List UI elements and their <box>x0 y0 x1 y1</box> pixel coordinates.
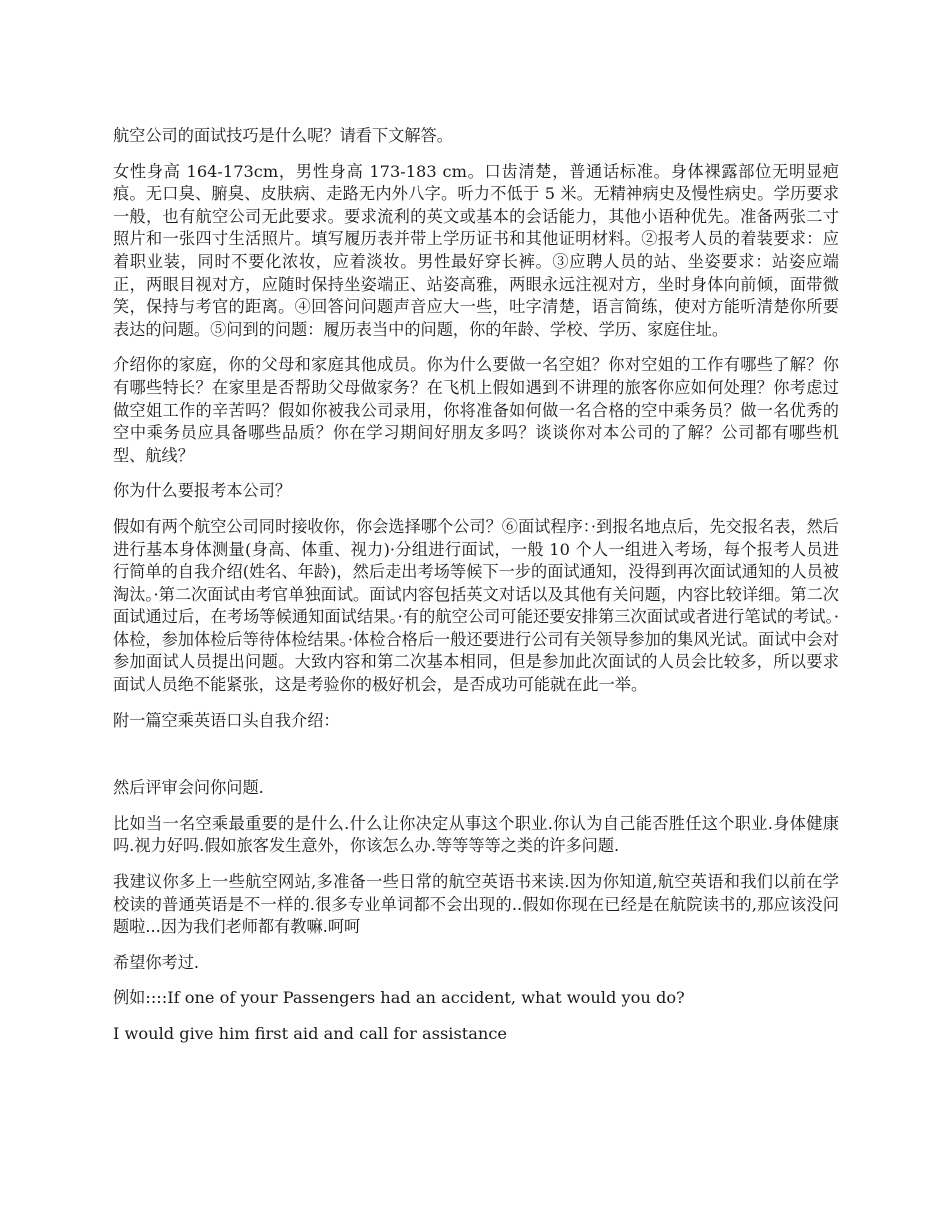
sample-questions-paragraph: 比如当一名空乘最重要的是什么.什么让你决定从事这个职业.你认为自己能否胜任这个职业.身体健康吗.视力好吗.假如旅客发生意外，你该怎么办.等等等等之类的许多问题. <box>113 813 839 856</box>
good-luck-paragraph: 希望你考过. <box>113 952 200 972</box>
interview-procedure-paragraph: 假如有两个航空公司同时接收你，你会选择哪个公司？⑥面试程序：·到报名地点后，先交报名表，然后进行基本身体测量(身高、体重、视力)·分组进行面试，一般 10 个人一组进入考场，每个报考人员进行简单的自我介绍(姓名、年龄)，然后走出考场等候下一步的面试通知，没得到再次面试通知的人员被淘汰。·第二次面试由考官单独面试。面试内容包括英文对话以及其他有关问题，内容比较详细。第二次面试通过后，在考场等候通知面试结果。·有的航空公司可能还要安排第三次面试或者进行笔试的考试。·体检，参加体检后等待体检结果。·体检合格后一般还要进行公司有关领导参加的集风光试。面试中会对参加面试人员提出问题。大致内容和第二次基本相同，但是参加此次面试的人员会比较多，所以要求面试人员绝不能紧张，这是考验你的极好机会，是否成功可能就在此一举。 <box>113 516 839 695</box>
document-body <box>113 125 839 1059</box>
example-answer-paragraph: I would give him first aid and call for assistance <box>113 1024 507 1043</box>
why-apply-paragraph: 你为什么要报考本公司？ <box>113 481 292 501</box>
judges-ask-paragraph: 然后评审会问你问题. <box>113 778 264 798</box>
blank-gap <box>113 745 839 777</box>
advice-paragraph: 我建议你多上一些航空网站,多准备一些日常的航空英语书来读.因为你知道,航空英语和我们以前在学校读的普通英语是不一样的.很多专业单词都不会出现的..假如你现在已经是在航院读书的,那应该没问题啦...因为我们老师都有教嘛.呵呵 <box>113 872 839 937</box>
example-question-paragraph: 例如::::If one of your Passengers had an accident, what would you do? <box>113 988 685 1008</box>
appendix-heading-paragraph: 附一篇空乘英语口头自我介绍： <box>113 710 340 730</box>
interview-questions-paragraph: 介绍你的家庭，你的父母和家庭其他成员。你为什么要做一名空姐？你对空姐的工作有哪些了解？你有哪些特长？在家里是否帮助父母做家务？在飞机上假如遇到不讲理的旅客你应如何处理？你考虑过做空姐工作的辛苦吗？假如你被我公司录用，你将准备如何做一名合格的空中乘务员？做一名优秀的空中乘务员应具备哪些品质？你在学习期间好朋友多吗？谈谈你对本公司的了解？公司都有哪些机型、航线？ <box>113 355 839 465</box>
intro-paragraph: 航空公司的面试技巧是什么呢？请看下文解答。 <box>113 126 453 145</box>
requirements-paragraph: 女性身高 164-173cm，男性身高 173-183 cm。口齿清楚，普通话标准。身体裸露部位无明显疤痕。无口臭、腑臭、皮肤病、走路无内外八字。听力不低于 5 米。无精神病史及慢性病史。学历要求一般，也有航空公司无此要求。要求流利的英文或基本的会话能力，其他小语种优先。准备两张二寸照片和一张四寸生活照片。填写履历表并带上学历证书和其他证明材料。②报考人员的着装要求：应着职业装，同时不要化浓妆，应着淡妆。男性最好穿长裤。③应聘人员的站、坐姿要求：站姿应端正，两眼目视对方，应随时保持坐姿端正、站姿高雅，两眼永远注视对方，坐时身体向前倾，面带微笑，保持与考官的距离。④回答问问题声音应大一些，吐字清楚，语言简练，使对方能听清楚你所要表达的问题。⑤问到的问题：履历表当中的问题，你的年龄、学校、学历、家庭住址。 <box>113 161 839 339</box>
